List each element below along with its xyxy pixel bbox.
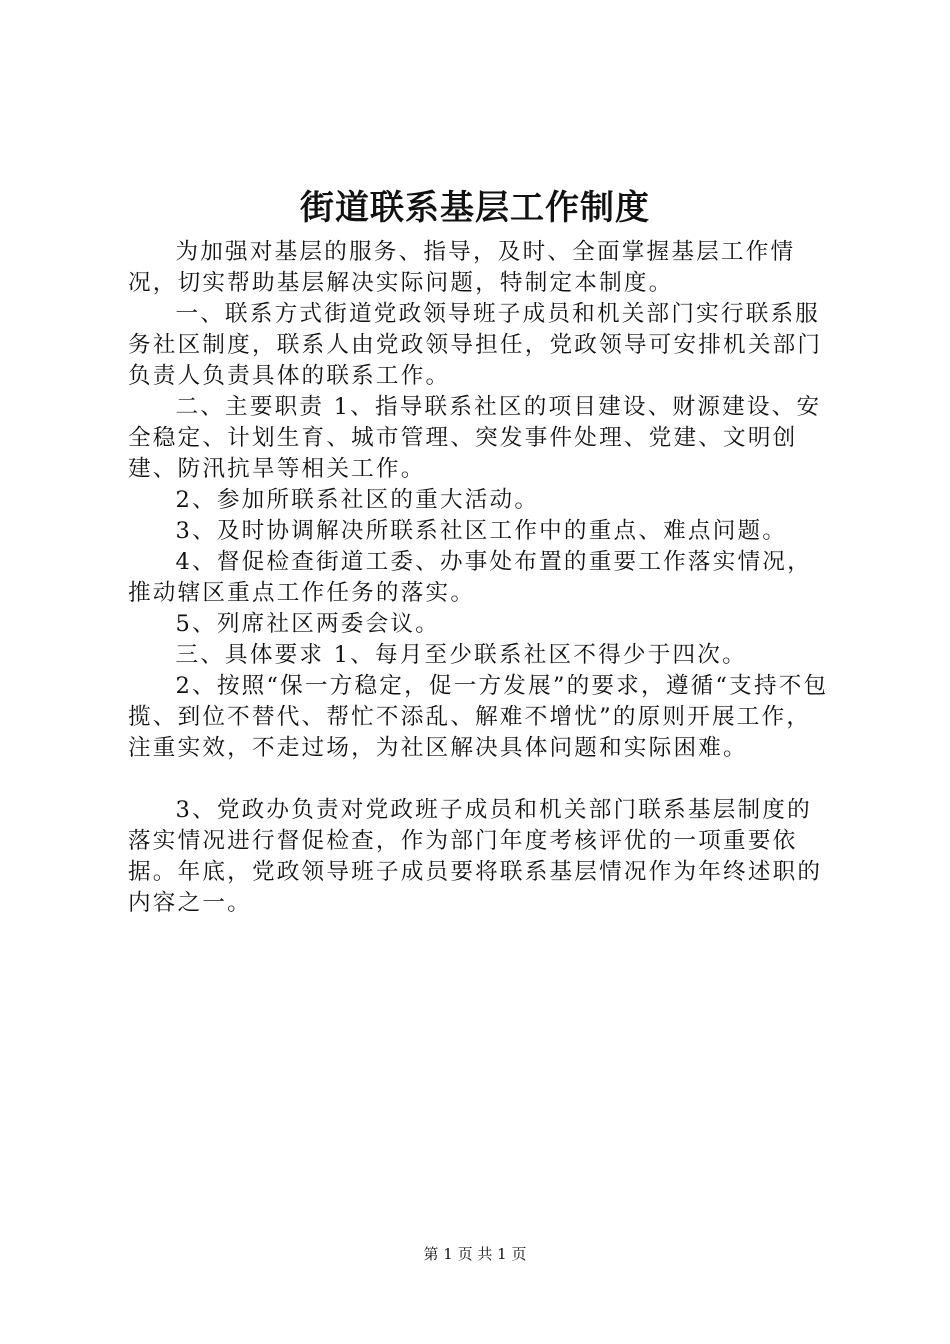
paragraph-gap bbox=[128, 764, 832, 795]
paragraph-duties-5: 5、列席社区两委会议。 bbox=[175, 611, 440, 637]
paragraph-requirements-2: 2、按照“保一方稳定，促一方发展”的要求，遵循“支持不包揽、到位不替代、帮忙不添乱、解难不增忧”的原则开展工作，注重实效，不走过场，为社区解决具体问题和实际困难。 bbox=[128, 673, 829, 761]
paragraph-requirements-1: 三、具体要求 1、每月至少联系社区不得少于四次。 bbox=[175, 642, 747, 668]
paragraph-duties-1: 二、主要职责 1、指导联系社区的项目建设、财源建设、安全稳定、计划生育、城市管理、突发事件处理、党建、文明创建、防汛抗旱等相关工作。 bbox=[128, 394, 822, 482]
page-footer: 第 1 页 共 1 页 bbox=[423, 1245, 527, 1263]
paragraph-intro: 为加强对基层的服务、指导，及时、全面掌握基层工作情况，切实帮助基层解决实际问题，特制定本制度。 bbox=[128, 239, 796, 296]
paragraph-requirements-3: 3、党政办负责对党政班子成员和机关部门联系基层制度的落实情况进行督促检查，作为部门年度考核评优的一项重要依据。年底，党政领导班子成员要将联系基层情况作为年终述职的内容之一。 bbox=[128, 797, 823, 916]
paragraph-contact-method: 一、联系方式街道党政领导班子成员和机关部门实行联系服务社区制度，联系人由党政领导担任，党政领导可安排机关部门负责人负责具体的联系工作。 bbox=[128, 301, 823, 389]
paragraph-duties-3: 3、及时协调解决所联系社区工作中的重点、难点问题。 bbox=[175, 518, 788, 544]
document-body bbox=[128, 237, 832, 919]
document-title: 街道联系基层工作制度 bbox=[300, 188, 650, 228]
paragraph-duties-2: 2、参加所联系社区的重大活动。 bbox=[175, 487, 540, 513]
paragraph-duties-4: 4、督促检查街道工委、办事处布置的重要工作落实情况，推动辖区重点工作任务的落实。 bbox=[128, 549, 812, 606]
